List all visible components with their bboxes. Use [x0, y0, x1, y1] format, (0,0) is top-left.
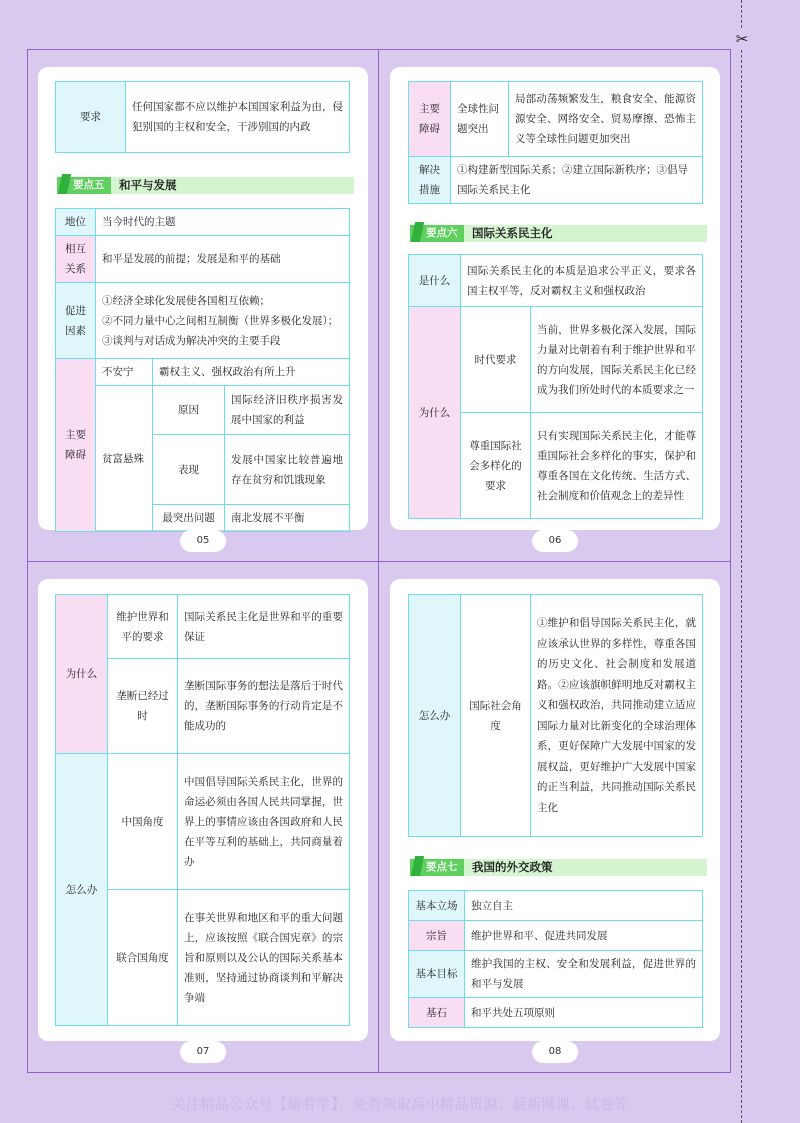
- p05-status-text: 当今时代的主题: [96, 209, 350, 236]
- p05-peace-development-table: [55, 208, 350, 532]
- p06-respect-label: 尊重国际社会多样化的要求: [461, 413, 531, 519]
- scissors-icon: ✂: [733, 30, 751, 48]
- p05-section-title: 和平与发展: [119, 178, 177, 192]
- p08-how-label: 怎么办: [409, 595, 461, 837]
- p07-un-label: 联合国角度: [108, 890, 178, 1026]
- page-number-06: 06: [532, 530, 578, 552]
- cut-line: [741, 0, 742, 1123]
- p06-respect-text: 只有实现国际关系民主化，才能尊重国际社会多样化的事实，保护和尊重各国在文化传统、生活方式、社会制度和价值观念上的差异性: [531, 413, 703, 519]
- p08-stance-text: 独立自主: [465, 891, 703, 921]
- p05-requirement-label: 要求: [56, 82, 126, 153]
- p06-what-label: 是什么: [409, 255, 461, 307]
- p05-section-tag: 要点五: [57, 177, 111, 194]
- p08-base-label: 基石: [409, 998, 465, 1028]
- p05-promote-label: 促进因素: [56, 283, 96, 359]
- p06-solve-text: ①构建新型国际关系；②建立国际新秩序；③倡导国际关系民主化: [451, 157, 703, 204]
- p05-section-header: [57, 177, 354, 194]
- p06-obstacle-table: [408, 81, 703, 204]
- p06-what-text: 国际关系民主化的本质是追求公平正义，要求各国主权平等，反对霸权主义和强权政治: [461, 255, 703, 307]
- p06-era-text: 当前，世界多极化深入发展，国际力量对比朝着有利于维护世界和平的方向发展，国际关系民主化已经成为我们所处时代的本质要求之一: [531, 307, 703, 413]
- page-number-05: 05: [180, 530, 226, 552]
- page-number-07: 07: [180, 1041, 226, 1063]
- p05-show-label: 表现: [153, 435, 225, 505]
- p05-relation-text: 和平是发展的前提；发展是和平的基础: [96, 236, 350, 283]
- p05-key-label: 最突出问题: [153, 505, 225, 532]
- p05-promote-item-1: ①经济全球化发展使各国相互依赖；: [102, 294, 270, 307]
- p05-cause-label: 原因: [153, 386, 225, 435]
- footer-watermark-text: 关注精品公众号【偷着学】，免费领取高中精品资源、最新网课、试卷等: [171, 1097, 629, 1113]
- p07-china-text: 中国倡导国际关系民主化，世界的命运必须由各国人民共同掌握，世界上的事情应该由各国政府和人民在平等互利的基础上，共同商量着办: [178, 754, 350, 890]
- p06-section-tag: 要点六: [410, 225, 464, 242]
- p08-foreign-policy-table: [408, 890, 703, 1028]
- p05-promote-item-3: ③谈判与对话成为解决冲突的主要手段: [102, 334, 281, 347]
- p08-aim-label: 宗旨: [409, 921, 465, 951]
- horizontal-divider: [27, 561, 731, 562]
- p05-relation-label: 相互关系: [56, 236, 96, 283]
- p07-democratization-table: [55, 594, 350, 1026]
- p08-goal-text: 维护我国的主权、安全和发展利益，促进世界的和平与发展: [465, 951, 703, 998]
- p05-promote-list: [96, 283, 350, 359]
- p07-un-text: 在事关世界和地区和平的重大问题上，应该按照《联合国宪章》的宗旨和原则以及公认的国际关系基本准则，坚持通过协商谈判和平解决争端: [178, 890, 350, 1026]
- page-number-08: 08: [532, 1041, 578, 1063]
- p08-intl-label: 国际社会角度: [461, 595, 531, 837]
- p07-monopoly-label: 垄断已经过时: [108, 659, 178, 754]
- p08-aim-text: 维护世界和平、促进共同发展: [465, 921, 703, 951]
- p08-goal-label: 基本目标: [409, 951, 465, 998]
- p06-obstacle-label: 主要障碍: [409, 82, 451, 157]
- p08-section-tag: 要点七: [410, 859, 464, 876]
- p05-promote-item-2: ②不同力量中心之间相互制衡（世界多极化发展）；: [102, 314, 339, 327]
- p05-requirement-table: [55, 81, 350, 153]
- p06-era-label: 时代要求: [461, 307, 531, 413]
- p06-democratization-table: [408, 254, 703, 519]
- p05-show-text: 发展中国家比较普遍地存在贫穷和饥饿现象: [225, 435, 350, 505]
- p05-unsafe-label: 不安宁: [96, 359, 153, 386]
- p08-base-text: 和平共处五项原则: [465, 998, 703, 1028]
- p08-section-title: 我国的外交政策: [472, 860, 553, 874]
- p05-status-label: 地位: [56, 209, 96, 236]
- p05-requirement-text: 任何国家都不应以维护本国国家利益为由，侵犯别国的主权和安全，干涉别国的内政: [126, 82, 350, 153]
- p08-stance-label: 基本立场: [409, 891, 465, 921]
- p06-why-label: 为什么: [409, 307, 461, 519]
- p07-china-label: 中国角度: [108, 754, 178, 890]
- p05-key-text: 南北发展不平衡: [225, 505, 350, 532]
- p08-section-header: [410, 859, 707, 876]
- p05-unsafe-text: 霸权主义、强权政治有所上升: [153, 359, 350, 386]
- p06-global-label: 全球性问题突出: [451, 82, 509, 157]
- p07-why-label: 为什么: [56, 595, 108, 754]
- p06-section-title: 国际关系民主化: [472, 226, 553, 240]
- p05-gap-label: 贫富悬殊: [96, 386, 153, 532]
- p07-how-label: 怎么办: [56, 754, 108, 1026]
- p06-solve-label: 解决措施: [409, 157, 451, 204]
- p07-peace-label: 维护世界和平的要求: [108, 595, 178, 659]
- p06-global-text: 局部动荡频繁发生，粮食安全、能源资源安全、网络安全、贸易摩擦、恐怖主义等全球性问题更加突出: [509, 82, 703, 157]
- p05-obstacle-label: 主要障碍: [56, 359, 96, 532]
- p08-intl-text: ①维护和倡导国际关系民主化，就应该承认世界的多样性，尊重各国的历史文化、社会制度和发展道路。②应该旗帜鲜明地反对霸权主义和强权政治，共同推动建立适应国际力量对比新变化的全球治理体系，更好保障广大发展中国家的发展权益，更好维护广大发展中国家的正当利益，共同推动国际关系民主化: [531, 595, 703, 837]
- p08-how-table: [408, 594, 703, 837]
- p05-cause-text: 国际经济旧秩序损害发展中国家的利益: [225, 386, 350, 435]
- p06-section-header: [410, 225, 707, 242]
- p07-peace-text: 国际关系民主化是世界和平的重要保证: [178, 595, 350, 659]
- p07-monopoly-text: 垄断国际事务的想法是落后于时代的，垄断国际事务的行动肯定是不能成功的: [178, 659, 350, 754]
